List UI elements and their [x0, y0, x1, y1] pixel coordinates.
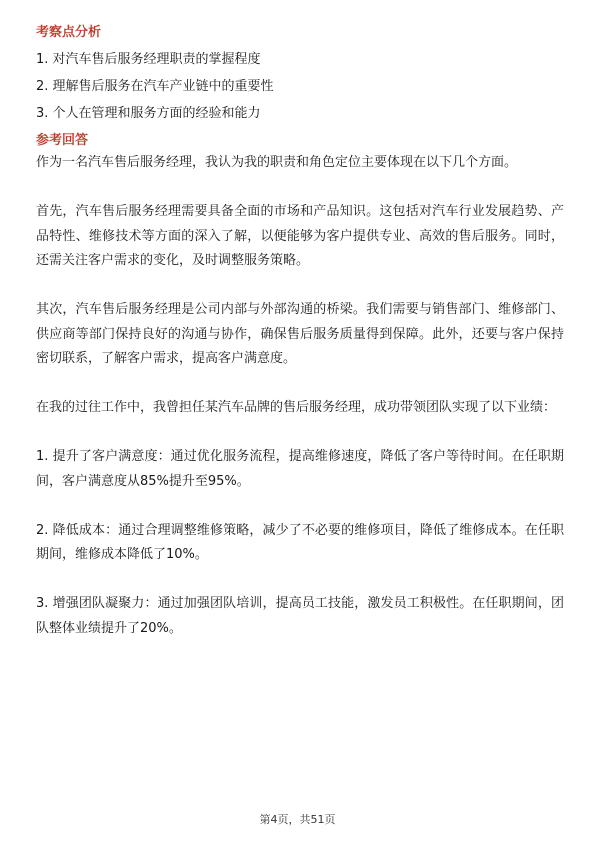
answer-paragraph: 1. 提升了客户满意度：通过优化服务流程，提高维修速度，降低了客户等待时间。在任职期间，客户满意度从85%提升至95%。 — [36, 449, 564, 489]
analysis-item: 1. 对汽车售后服务经理职责的掌握程度 — [36, 52, 261, 67]
answer-paragraph: 首先，汽车售后服务经理需要具备全面的市场和产品知识。这包括对汽车行业发展趋势、产品特性、维修技术等方面的深入了解，以便能够为客户提供专业、高效的售后服务。同时，还需关注客户需求的变化，及时调整服务策略。 — [36, 204, 564, 268]
analysis-heading: 考察点分析 — [36, 25, 102, 40]
answer-paragraph: 作为一名汽车售后服务经理，我认为我的职责和角色定位主要体现在以下几个方面。 — [36, 155, 518, 170]
answer-paragraph: 其次，汽车售后服务经理是公司内部与外部沟通的桥梁。我们需要与销售部门、维修部门、供应商等部门保持良好的沟通与协作，确保售后服务质量得到保障。此外，还要与客户保持密切联系，了解客户需求，提高客户满意度。 — [36, 302, 564, 366]
answer-paragraph: 3. 增强团队凝聚力：通过加强团队培训，提高员工技能，激发员工积极性。在任职期间，团队整体业绩提升了20%。 — [36, 596, 564, 636]
answer-paragraph: 在我的过往工作中，我曾担任某汽车品牌的售后服务经理，成功带领团队实现了以下业绩： — [36, 400, 557, 415]
analysis-item: 2. 理解售后服务在汽车产业链中的重要性 — [36, 79, 274, 94]
answer-heading: 参考回答 — [36, 133, 89, 148]
page-number: 第4页，共51页 — [259, 813, 336, 826]
answer-paragraph: 2. 降低成本：通过合理调整维修策略，减少了不必要的维修项目，降低了维修成本。在任职期间，维修成本降低了10%。 — [36, 522, 564, 562]
document-page — [36, 22, 564, 641]
analysis-item: 3. 个人在管理和服务方面的经验和能力 — [36, 106, 261, 121]
